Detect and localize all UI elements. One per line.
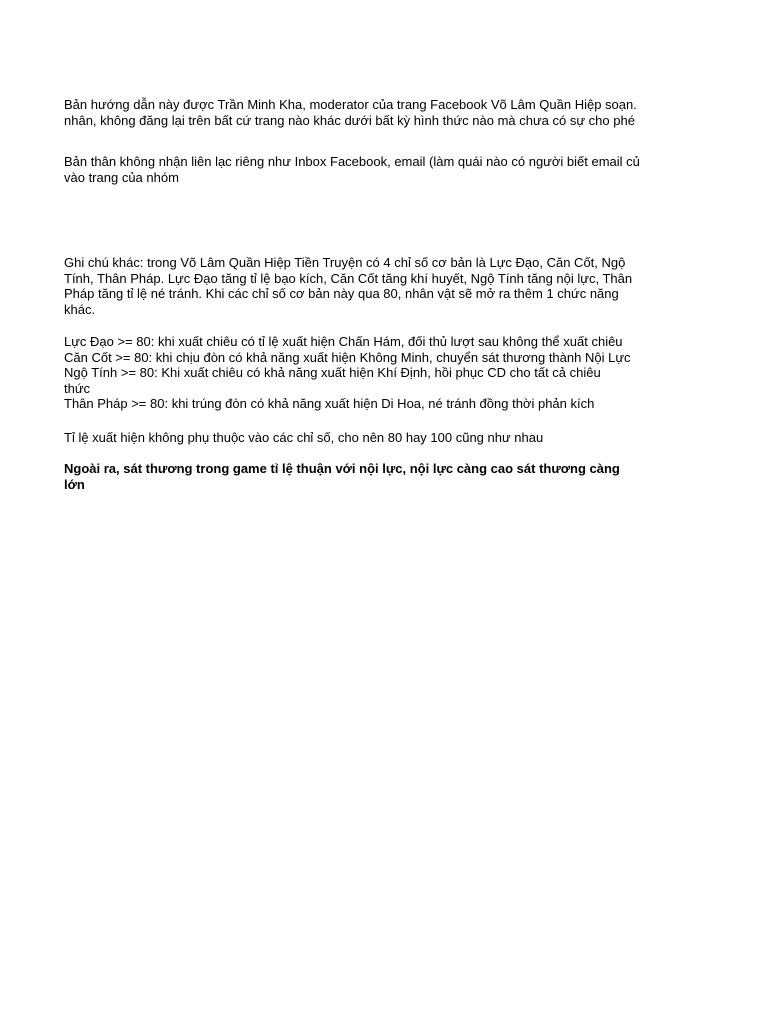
note-line-1: Ghi chú khác: trong Võ Lâm Quần Hiệp Tiền Truyện có 4 chỉ số cơ bản là Lực Đạo, Căn Cốt, Ngộ	[64, 255, 626, 270]
intro-line-1: Bản hướng dẫn này được Trần Minh Kha, moderator của trang Facebook Võ Lâm Quần Hiệp soạn.	[64, 97, 637, 112]
stat-than-phap: Thân Pháp >= 80: khi trúng đòn có khả năng xuất hiện Di Hoa, né tránh đồng thời phản kích	[64, 396, 595, 411]
damage-line-2: lớn	[64, 476, 85, 492]
contact-line-2: vào trang của nhóm	[64, 169, 179, 185]
note-line-3: Pháp tăng tỉ lệ né tránh. Khi các chỉ số cơ bản này qua 80, nhân vật sẽ mở ra thêm 1 chức năng	[64, 286, 619, 301]
ratio-note: Tỉ lệ xuất hiện không phụ thuộc vào các chỉ số, cho nên 80 hay 100 cũng như nhau	[64, 430, 544, 445]
stat-ngo-tinh-line-1: Ngộ Tính >= 80: Khi xuất chiêu có khả năng xuất hiện Khí Định, hồi phục CD cho tất cả chiêu	[64, 365, 601, 380]
intro-paragraph	[64, 97, 672, 128]
stats-paragraph	[64, 334, 676, 412]
note-line-4: khác.	[64, 301, 96, 317]
ratio-paragraph	[64, 430, 676, 446]
stat-can-cot: Căn Cốt >= 80: khi chịu đòn có khả năng xuất hiện Không Minh, chuyển sát thương thành Nội Lực	[64, 349, 631, 365]
damage-line-1: Ngoài ra, sát thương trong game tỉ lệ thuận với nội lực, nội lực càng cao sát thương càng	[64, 461, 620, 476]
contact-paragraph	[64, 154, 672, 185]
note-line-2: Tính, Thân Pháp. Lực Đạo tăng tỉ lệ bạo kích, Căn Cốt tăng khí huyết, Ngộ Tính tăng nội lực, Thân	[64, 270, 633, 286]
stat-luc-dao: Lực Đạo >= 80: khi xuất chiêu có tỉ lệ xuất hiện Chấn Hám, đối thủ lượt sau không thể xuất chiêu	[64, 334, 623, 349]
contact-line-1: Bản thân không nhận liên lạc riêng như Inbox Facebook, email (làm quái nào có người biết email củ	[64, 154, 640, 169]
damage-paragraph	[64, 461, 676, 492]
stat-ngo-tinh-line-2: thức	[64, 380, 91, 396]
note-paragraph	[64, 255, 676, 317]
intro-line-2: nhân, không đăng lại trên bất cứ trang nào khác dưới bất kỳ hình thức nào mà chưa có sự cho phé	[64, 112, 635, 128]
